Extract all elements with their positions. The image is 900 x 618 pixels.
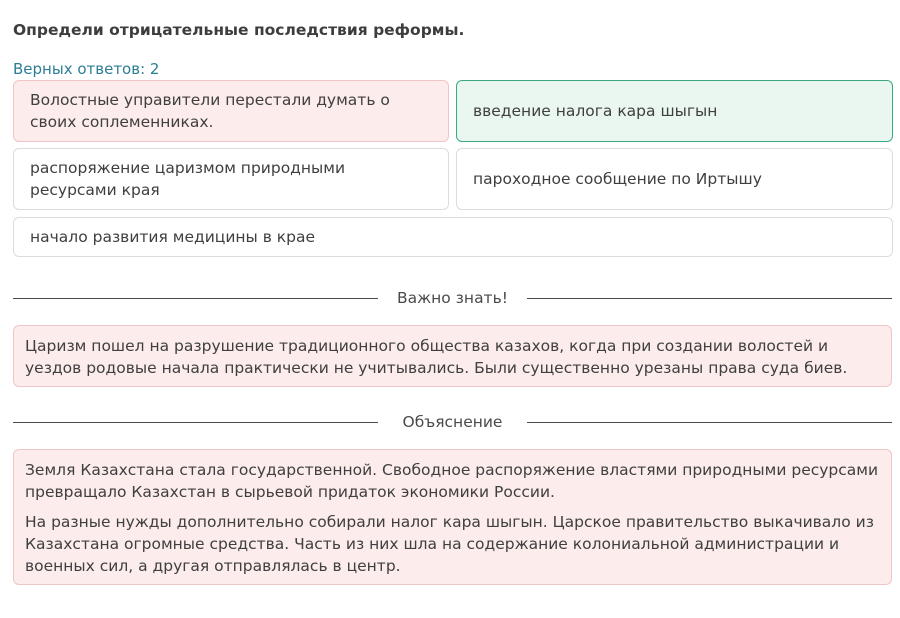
answer-option-3[interactable] bbox=[13, 148, 449, 210]
explanation-divider bbox=[13, 411, 892, 433]
explanation-box bbox=[13, 449, 892, 585]
question-title: Определи отрицательные последствия реформы. bbox=[13, 21, 465, 39]
important-text: Царизм пошел на разрушение традиционного общества казахов, когда при создании волостей и уездов родовые начала практически не учитывались. Были существенно урезаны права суда биев. bbox=[25, 337, 848, 377]
answer-option-label: введение налога кара шыгын bbox=[473, 102, 718, 120]
answer-option-1[interactable] bbox=[13, 80, 449, 142]
divider-line-right bbox=[527, 298, 892, 299]
explanation-paragraph-1: Земля Казахстана стала государственной. Свободное распоряжение властями природными ресурсами превращало Казахстан в сырьевой придаток экономики России. bbox=[25, 461, 879, 501]
important-heading: Важно знать! bbox=[397, 289, 508, 307]
answer-option-2[interactable] bbox=[456, 80, 893, 142]
divider-line-right bbox=[527, 422, 892, 423]
divider-line-left bbox=[13, 298, 378, 299]
explanation-paragraph-2: На разные нужды дополнительно собирали налог кара шыгын. Царское правительство выкачивало из Казахстана огромные средства. Часть из них шла на содержание колониальной администрации и военных сил, а другая отправлялась в центр. bbox=[25, 513, 874, 575]
answer-option-label: распоряжение царизмом природными ресурсами края bbox=[30, 159, 346, 199]
important-box bbox=[13, 325, 892, 387]
important-divider bbox=[13, 287, 892, 309]
correct-answers-count: Верных ответов: 2 bbox=[13, 60, 160, 78]
answer-option-label: начало развития медицины в крае bbox=[30, 228, 315, 246]
divider-line-left bbox=[13, 422, 378, 423]
answer-option-label: пароходное сообщение по Иртышу bbox=[473, 170, 762, 188]
explanation-heading: Объяснение bbox=[402, 413, 503, 431]
answer-option-5[interactable] bbox=[13, 217, 893, 257]
answer-option-4[interactable] bbox=[456, 148, 893, 210]
answer-option-label: Волостные управители перестали думать о своих соплеменниках. bbox=[30, 91, 390, 131]
